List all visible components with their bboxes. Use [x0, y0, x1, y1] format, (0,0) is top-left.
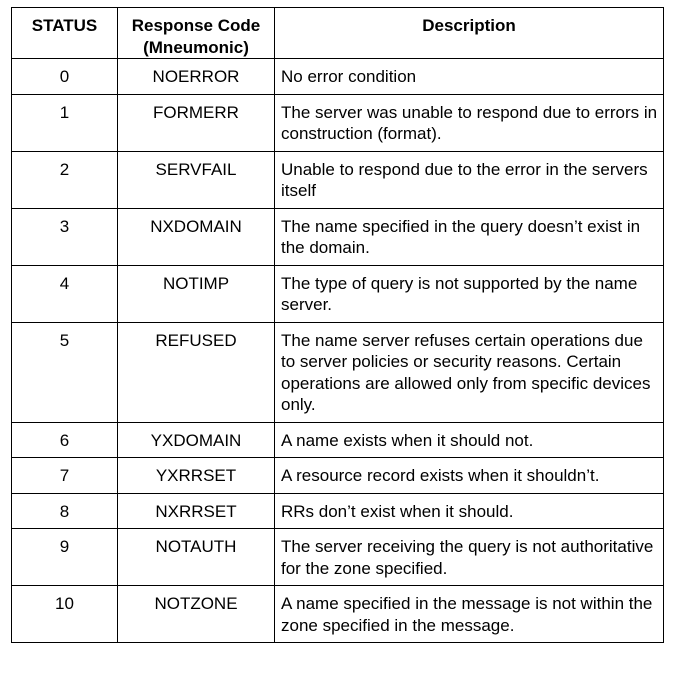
response-code-cell: YXDOMAIN: [118, 422, 275, 458]
description-cell: Unable to respond due to the error in the servers itself: [275, 151, 664, 208]
status-cell: 8: [12, 493, 118, 529]
description-cell: The name specified in the query doesn’t exist in the domain.: [275, 208, 664, 265]
status-cell: 6: [12, 422, 118, 458]
table-header-row: [12, 8, 664, 59]
status-cell: 1: [12, 94, 118, 151]
status-cell: 5: [12, 322, 118, 422]
response-code-cell: NOTIMP: [118, 265, 275, 322]
header-response-code: [118, 8, 275, 59]
table-row: [12, 322, 664, 422]
response-code-cell: SERVFAIL: [118, 151, 275, 208]
description-cell: RRs don’t exist when it should.: [275, 493, 664, 529]
table-row: [12, 529, 664, 586]
table-row: [12, 265, 664, 322]
table-row: [12, 422, 664, 458]
description-cell: The name server refuses certain operations due to server policies or security reasons. Certain operations are allowed only from specific devices only.: [275, 322, 664, 422]
description-cell: The type of query is not supported by the name server.: [275, 265, 664, 322]
response-code-cell: NOTAUTH: [118, 529, 275, 586]
description-cell: The server was unable to respond due to errors in construction (format).: [275, 94, 664, 151]
table-row: [12, 493, 664, 529]
status-cell: 0: [12, 59, 118, 95]
description-cell: A name specified in the message is not within the zone specified in the message.: [275, 586, 664, 643]
response-code-cell: NOERROR: [118, 59, 275, 95]
table-body: [12, 59, 664, 643]
status-cell: 9: [12, 529, 118, 586]
table-row: [12, 208, 664, 265]
description-cell: A resource record exists when it shouldn’t.: [275, 458, 664, 494]
dns-response-code-table: [11, 7, 664, 643]
status-cell: 10: [12, 586, 118, 643]
description-cell: No error condition: [275, 59, 664, 95]
table-row: [12, 586, 664, 643]
response-code-cell: YXRRSET: [118, 458, 275, 494]
table-row: [12, 94, 664, 151]
header-response-code-line1: Response Code: [131, 16, 261, 35]
table-row: [12, 458, 664, 494]
table-row: [12, 151, 664, 208]
response-code-cell: REFUSED: [118, 322, 275, 422]
description-cell: A name exists when it should not.: [275, 422, 664, 458]
status-cell: 7: [12, 458, 118, 494]
header-status: STATUS: [12, 8, 118, 59]
response-code-cell: NXDOMAIN: [118, 208, 275, 265]
status-cell: 4: [12, 265, 118, 322]
response-code-cell: NOTZONE: [118, 586, 275, 643]
header-response-code-line2: (Mneumonic): [143, 37, 249, 57]
response-code-cell: FORMERR: [118, 94, 275, 151]
response-code-cell: NXRRSET: [118, 493, 275, 529]
header-description: Description: [275, 8, 664, 59]
status-cell: 2: [12, 151, 118, 208]
description-cell: The server receiving the query is not authoritative for the zone specified.: [275, 529, 664, 586]
table-row: [12, 59, 664, 95]
status-cell: 3: [12, 208, 118, 265]
